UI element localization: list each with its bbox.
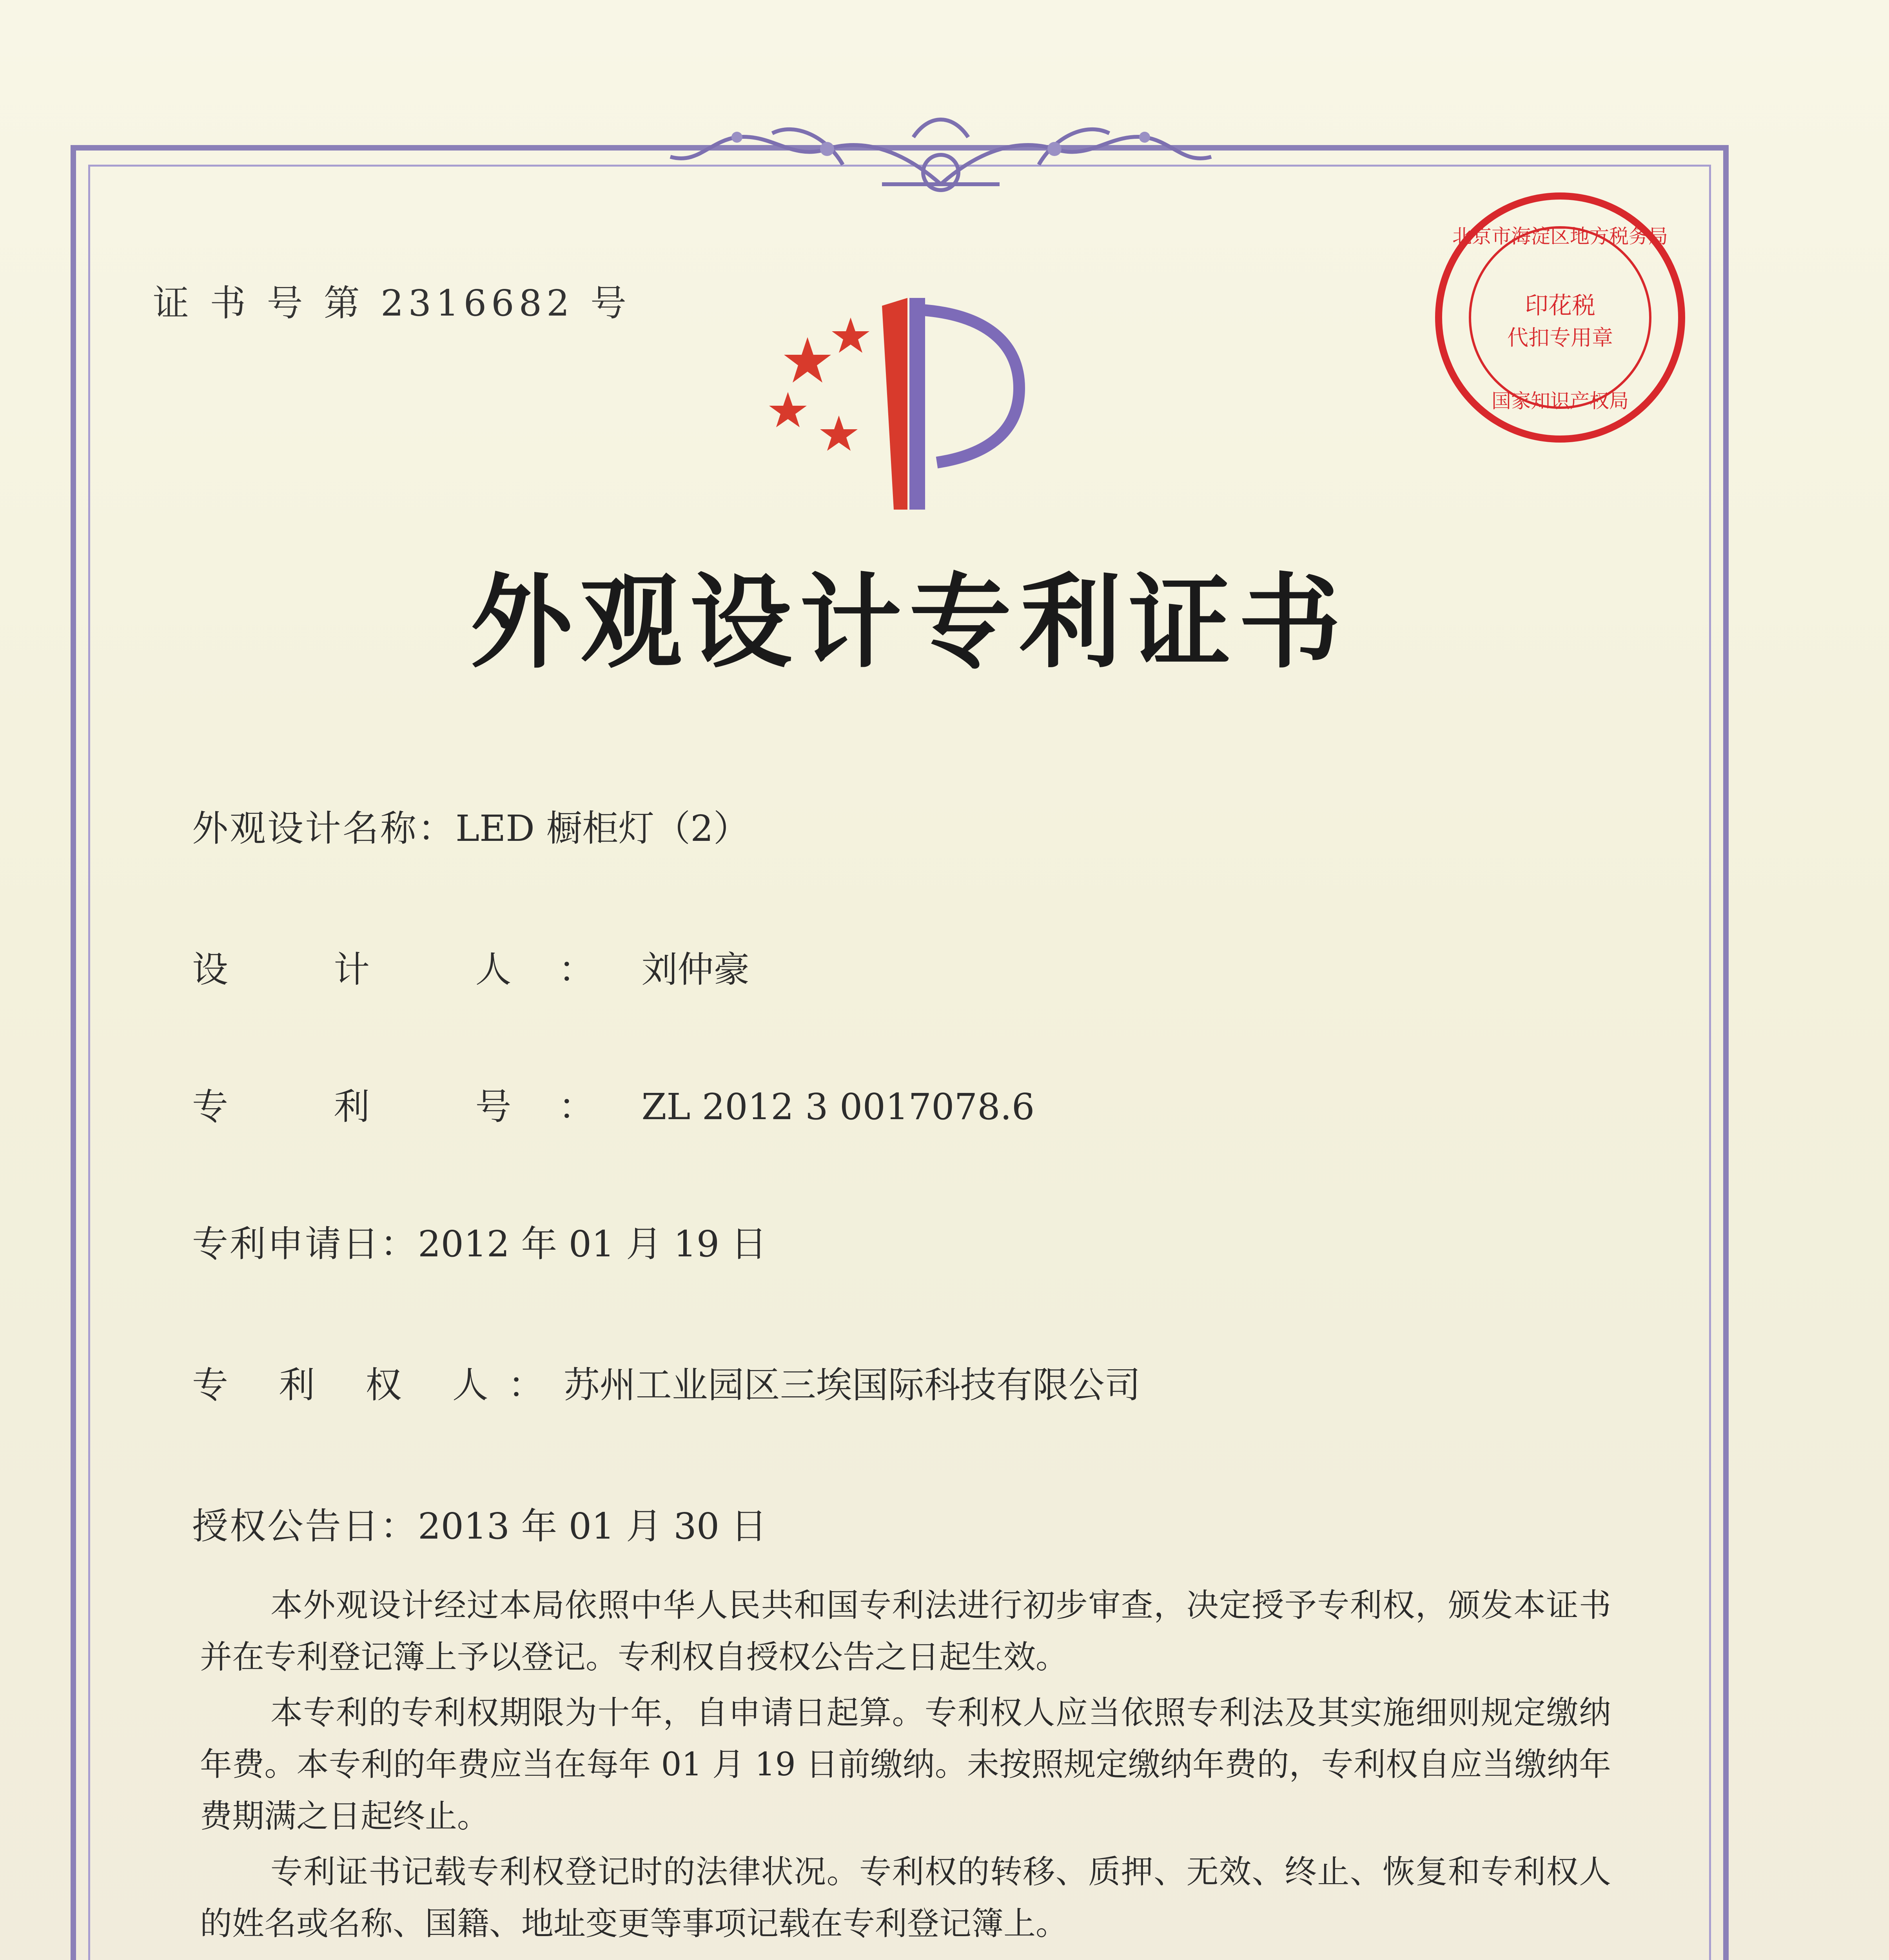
design-name-row [192, 800, 749, 851]
patentee-label: 专 利 权 人： [192, 1364, 564, 1406]
certificate-number-suffix: 号 [590, 282, 631, 324]
certificate-title: 外观设计专利证书 [470, 563, 1348, 682]
certificate-body [200, 1580, 1611, 1950]
filing-date-value: 2012 年 01 月 19 日 [418, 1223, 767, 1265]
patentee-value: 苏州工业园区三埃国际科技有限公司 [563, 1364, 1141, 1406]
body-paragraph-3: 专利证书记载专利权登记时的法律状况。专利权的转移、质押、无效、终止、恢复和专利权人的姓名或名称、国籍、地址变更等事项记载在专利登记簿上。 [200, 1853, 1611, 1942]
certificate-number-label: 证 书 号 第 [153, 282, 365, 324]
tax-seal-center-1: 印花税 [1525, 292, 1595, 319]
designer-row [192, 941, 750, 993]
body-paragraph-1: 本外观设计经过本局依照中华人民共和国专利法进行初步审查，决定授予专利权，颁发本证书并在专利登记簿上予以登记。专利权自授权公告之日起生效。 [200, 1587, 1611, 1676]
certificate-number-value: 2316682 [380, 282, 574, 324]
filing-date-row [192, 1215, 767, 1267]
designer-value: 刘仲豪 [641, 949, 750, 991]
patent-office-logo [753, 282, 1074, 525]
certificate-number [153, 274, 631, 326]
designer-label: 设 计 人： [192, 949, 642, 991]
tax-seal-ring-top: 北京市海淀区地方税务局 [1452, 225, 1668, 248]
design-name-label: 外观设计名称： [192, 808, 456, 849]
grant-date-row [192, 1497, 767, 1549]
patent-number-label: 专 利 号： [192, 1086, 642, 1128]
grant-date-label: 授权公告日： [192, 1505, 418, 1547]
patentee-row [192, 1356, 1141, 1408]
tax-seal-center-2: 代扣专用章 [1507, 325, 1613, 350]
patent-number-value: ZL 2012 3 0017078.6 [641, 1086, 1035, 1128]
patent-number-row [192, 1078, 1034, 1130]
body-paragraph-2: 本专利的专利权期限为十年，自申请日起算。专利权人应当依照专利法及其实施细则规定缴纳年费。本专利的年费应当在每年 01 月 19 日前缴纳。未按照规定缴纳年费的，专利权自应当缴纳年费期满之日起终止。 [200, 1694, 1611, 1835]
tax-seal-ring-bottom: 国家知识产权局 [1492, 390, 1629, 412]
tax-stamp-seal [1427, 184, 1693, 451]
grant-date-value: 2013 年 01 月 30 日 [418, 1505, 767, 1547]
top-ornament [608, 90, 1274, 200]
design-name-value: LED 橱柜灯（2） [455, 808, 749, 849]
filing-date-label: 专利申请日： [192, 1223, 418, 1265]
